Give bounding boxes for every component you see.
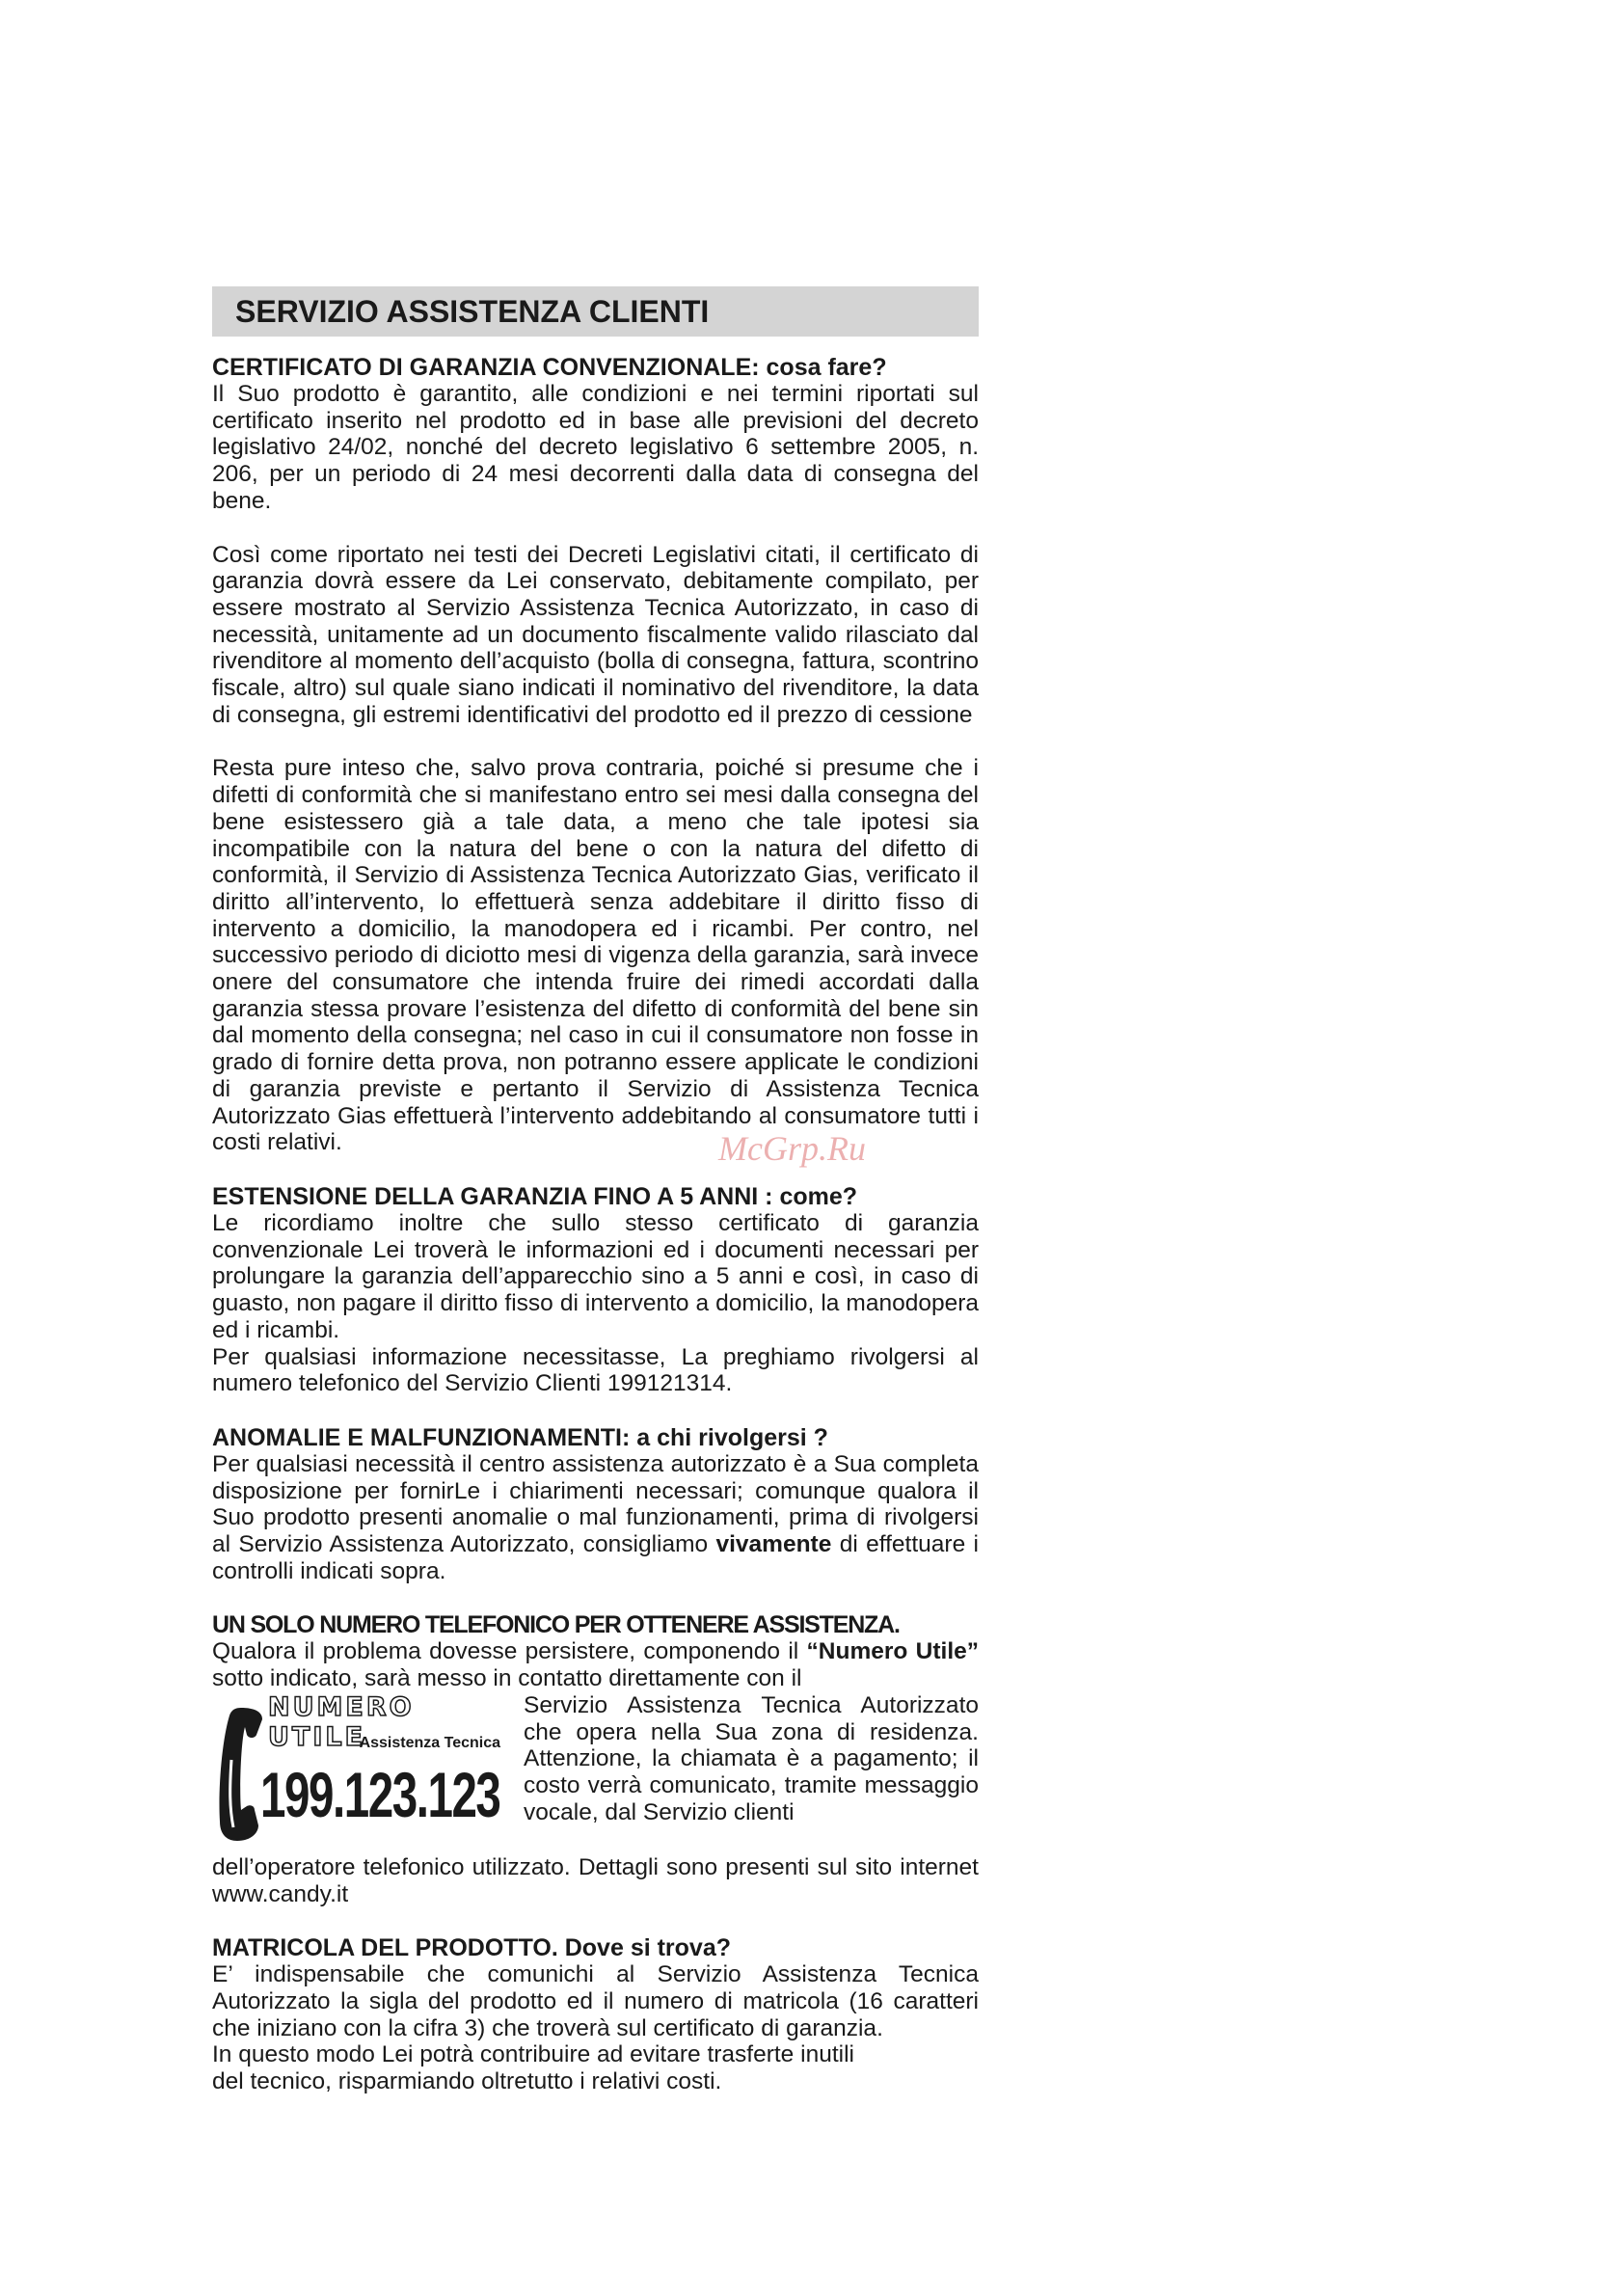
text-run: Per qualsiasi necessità il centro assistenza autorizzato è a Sua completa disposizione per fornirLe i chiarimenti necessari; comunque qualora il Suo prodotto presenti anomalie o mal funzionamenti, prima di rivolgersi al Servizio Assistenza Autorizzato, consigliamo bbox=[212, 1450, 979, 1558]
section-matricola bbox=[212, 1934, 979, 2095]
text-run: di effettuare i controlli indicati sopra. bbox=[212, 1531, 979, 1584]
page-banner bbox=[212, 286, 979, 337]
text-run: Qualora il problema dovesse persistere, componendo il bbox=[212, 1638, 807, 1665]
paragraph: Le ricordiamo inoltre che sullo stesso certificato di garanzia convenzionale Lei troverà le informazioni ed i documenti necessari per prolungare la garanzia dell’apparecchio sino a 5 anni e così, in caso di guasto, non pagare il diritto fisso di intervento a domicilio, la manodopera ed i ricambi. bbox=[212, 1209, 979, 1343]
paragraph bbox=[212, 1638, 979, 1691]
section-heading: CERTIFICATO DI GARANZIA CONVENZIONALE: cosa fare? bbox=[212, 354, 887, 381]
paragraph bbox=[212, 1451, 979, 1585]
document-column bbox=[212, 286, 979, 2122]
phone-number: 199.123.123 bbox=[260, 1758, 500, 1830]
paragraph-gap bbox=[212, 728, 979, 755]
paragraph: Servizio Assistenza Tecnica Autorizzato che opera nella Sua zona di residenza. Attenzione, la chiamata è a pagamento; il costo verrà comunicato, tramite messaggio vocale, dal Servizio clienti bbox=[524, 1691, 979, 1825]
numero-utile-subtitle: Assistenza Tecnica bbox=[359, 1734, 500, 1751]
section-numero bbox=[212, 1611, 979, 1907]
paragraph: In questo modo Lei potrà contribuire ad evitare trasferte inutili del tecnico, risparmiando oltretutto i relativi costi. bbox=[212, 2041, 854, 2095]
numero-utile-title: NUMERO UTILE bbox=[268, 1691, 415, 1752]
numero-utile-logo bbox=[212, 1692, 506, 1854]
text-run: sotto indicato, sarà messo in contatto direttamente con il bbox=[212, 1665, 802, 1692]
section-heading: ESTENSIONE DELLA GARANZIA FINO A 5 ANNI : come? bbox=[212, 1182, 858, 1210]
paragraph: Così come riportato nei testi dei Decreti Legislativi citati, il certificato di garanzia dovrà essere da Lei conservato, debitamente compilato, per essere mostrato al Servizio Assistenza Tecnica Autorizzato, in caso di necessità, unitamente ad un documento fiscalmente valido rilasciato dal rivenditore al momento dell’acquisto (bolla di consegna, fattura, scontrino fiscale, altro) sul quale siano indicati il nominativo del rivenditore, la data di consegna, gli estremi identificativi del prodotto ed il prezzo di cessione bbox=[212, 541, 979, 728]
numero-side-text bbox=[524, 1692, 979, 1826]
paragraph: Resta pure inteso che, salvo prova contraria, poiché si presume che i difetti di conformità che si manifestano entro sei mesi dalla consegna del bene esistessero già a tale data, a meno che tale ipotesi sia incompatibile con la natura del bene o con la natura del difetto di conformità, il Servizio di Assistenza Tecnica Autorizzato Gias, verificato il diritto all’intervento, lo effettuerà senza addebitare il diritto fisso di intervento a domicilio, la manodopera ed i ricambi. Per contro, nel successivo periodo di diciotto mesi di vigenza della garanzia, sarà invece onere del consumatore che intenda fruire dei rimedi accordati dalla garanzia stessa provare l’esistenza del difetto di conformità del bene sin dal momento della consegna; nel caso in cui il consumatore non fosse in grado di fornire detta prova, non potranno essere applicate le condizioni di garanzia previste e pertanto il Servizio di Assistenza Tecnica Autorizzato Gias effettuerà l’intervento addebitando al consumatore tutti i costi relativi. bbox=[212, 755, 979, 1156]
emphasis-text: vivamente bbox=[715, 1531, 832, 1558]
section-heading: MATRICOLA DEL PRODOTTO. Dove si trova? bbox=[212, 1934, 732, 1962]
section-estensione bbox=[212, 1183, 979, 1397]
section-heading: ANOMALIE E MALFUNZIONAMENTI: a chi rivolgersi ? bbox=[212, 1423, 828, 1451]
emphasis-text: “Numero Utile” bbox=[806, 1638, 979, 1665]
section-heading: UN SOLO NUMERO TELEFONICO PER OTTENERE ASSISTENZA. bbox=[212, 1611, 900, 1639]
paragraph: Il Suo prodotto è garantito, alle condizioni e nei termini riportati sul certificato inserito nel prodotto ed in base alle previsioni del decreto legislativo 24/02, nonché del decreto legislativo 6 settembre 2005, n. 206, per un periodo di 24 mesi decorrenti dalla data di consegna del bene. bbox=[212, 381, 979, 514]
paragraph: E’ indispensabile che comunichi al Servizio Assistenza Tecnica Autorizzato la sigla del prodotto ed il numero di matricola (16 caratteri che iniziano con la cifra 3) che troverà sul certificato di garanzia. bbox=[212, 1961, 979, 2041]
paragraph: Per qualsiasi informazione necessitasse, La preghiamo rivolgersi al numero telefonico del Servizio Clienti 199121314. bbox=[212, 1343, 979, 1397]
page-title: SERVIZIO ASSISTENZA CLIENTI bbox=[235, 293, 710, 329]
section-garanzia bbox=[212, 354, 979, 1156]
paragraph: dell’operatore telefonico utilizzato. Dettagli sono presenti sul sito internet www.candy.it bbox=[212, 1853, 979, 1907]
watermark: McGrp.Ru bbox=[718, 1129, 866, 1168]
numero-utile-block bbox=[212, 1692, 979, 1854]
paragraph-gap bbox=[212, 515, 979, 542]
section-anomalie bbox=[212, 1424, 979, 1585]
